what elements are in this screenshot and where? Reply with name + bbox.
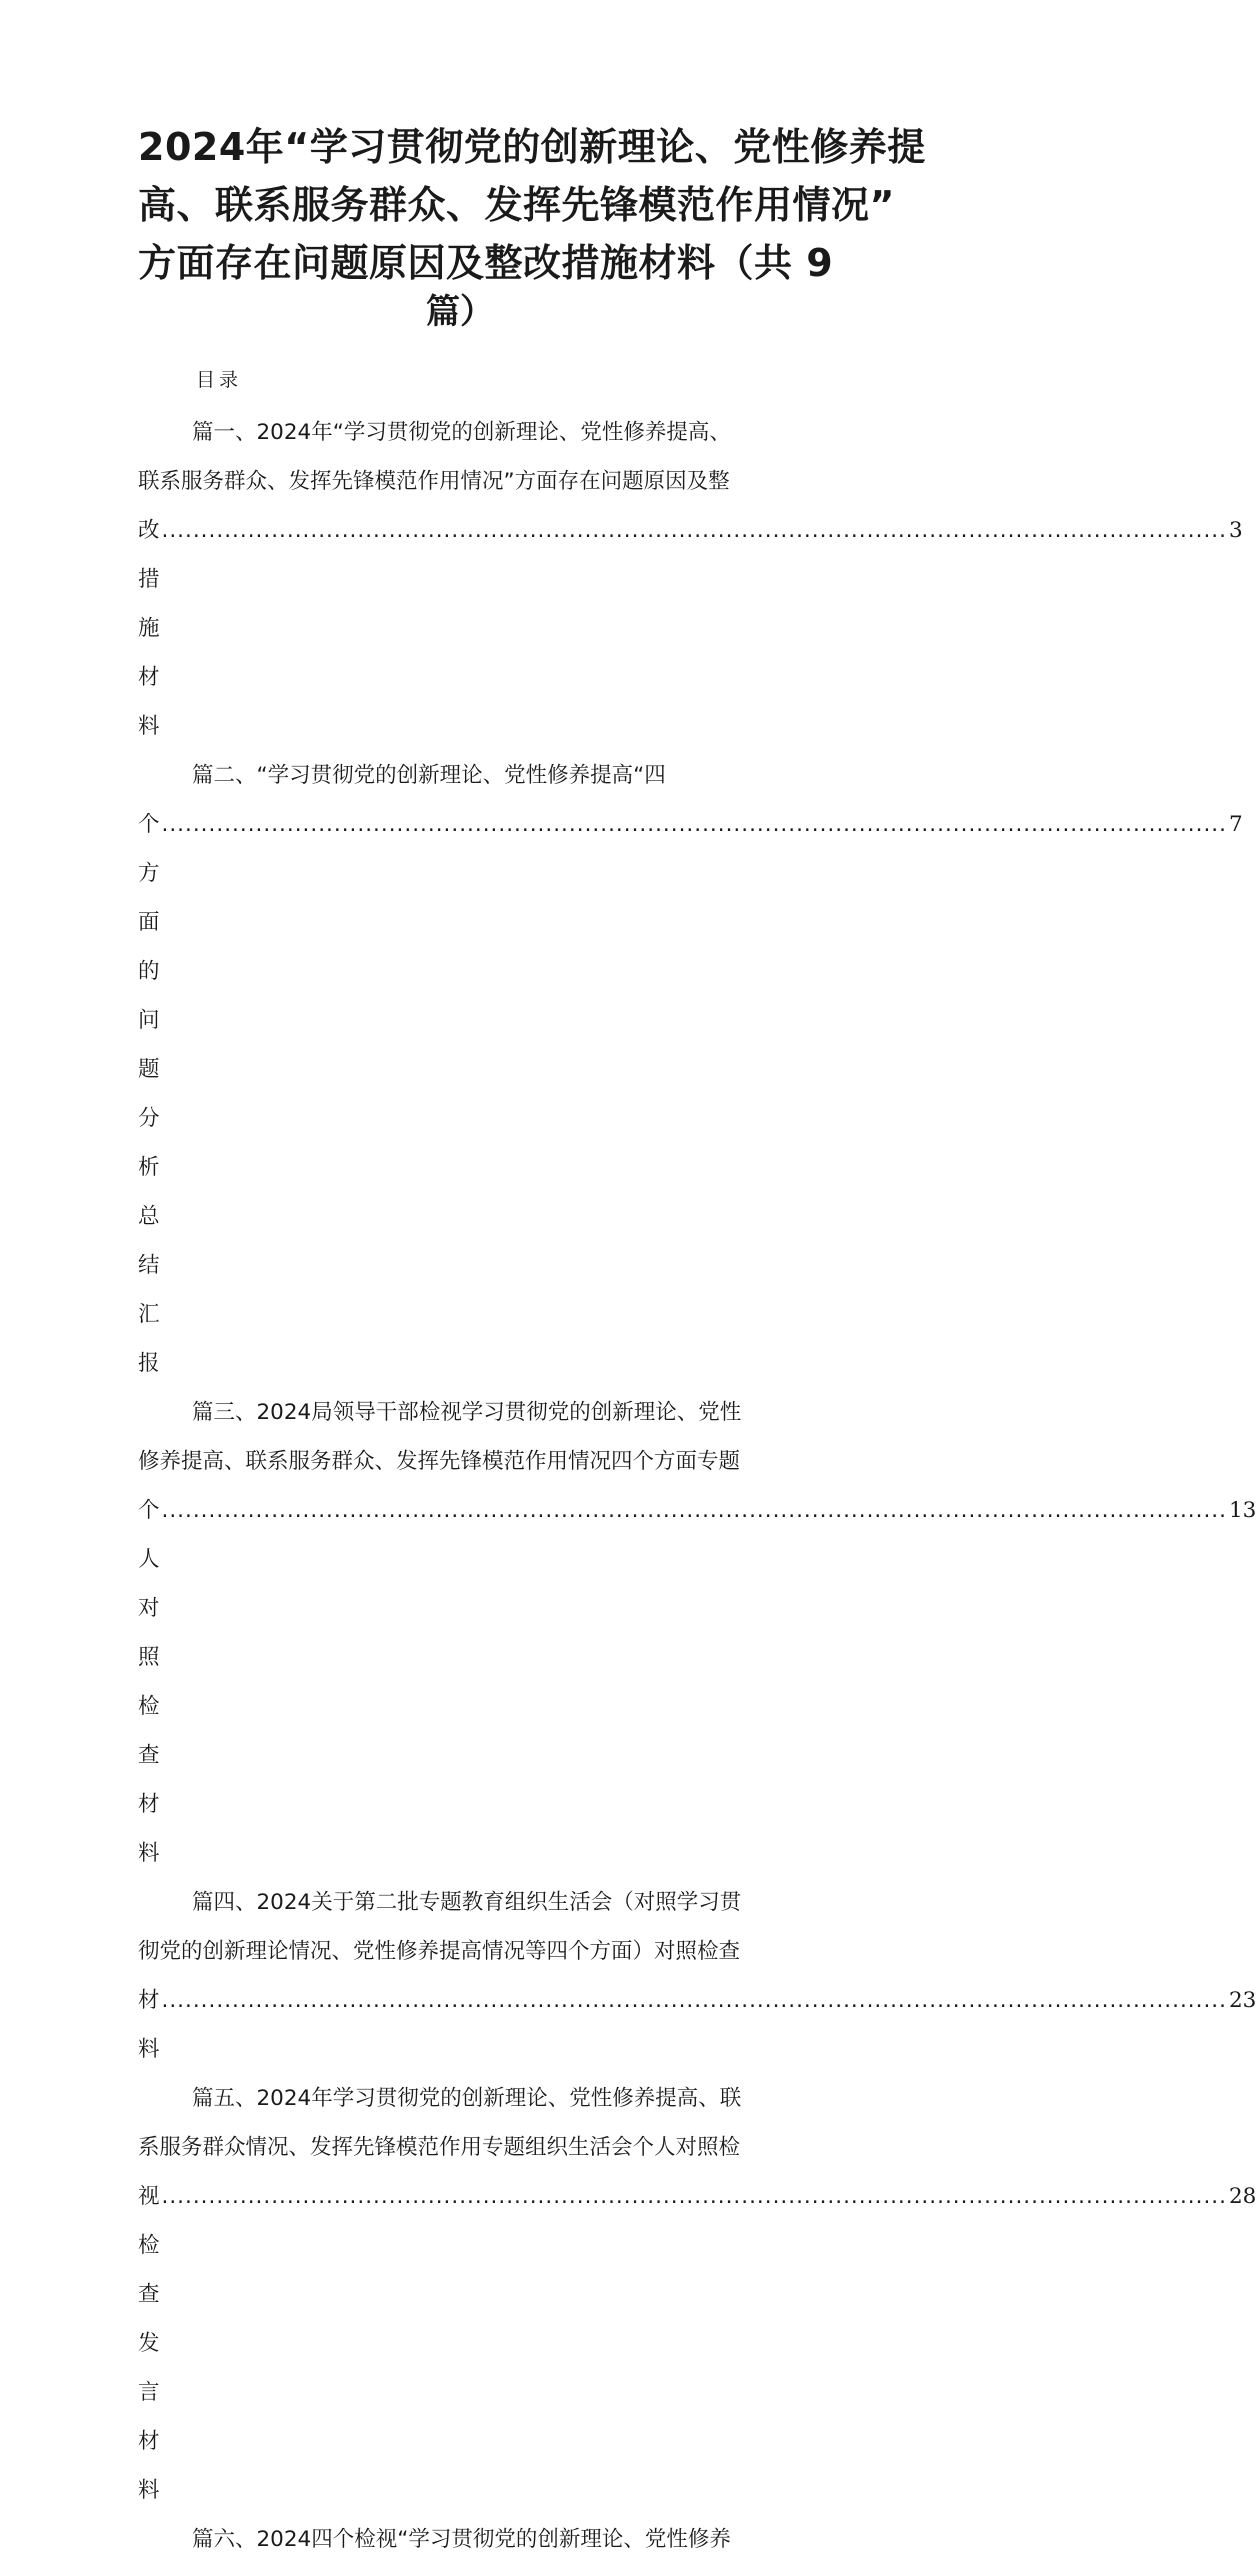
toc-entry-text: 个人对照检查材料 bbox=[138, 1498, 160, 1866]
toc-entry-text: 篇二、“学习贯彻党的创新理论、党性修养提高“四 bbox=[192, 763, 666, 788]
toc-entry-text: 视检查发言材料 bbox=[138, 2184, 160, 2503]
toc-leader-dots: ........................................................................................................................................ bbox=[161, 1498, 1227, 1523]
toc-page-number: 28 bbox=[1228, 2184, 1256, 2209]
title-line: 方面存在问题原因及整改措施材料（共 9 bbox=[138, 241, 834, 285]
toc-entry-text: 彻党的创新理论情况、党性修养提高情况等四个方面）对照检查 bbox=[138, 1939, 741, 1964]
toc-entry-text: 篇六、2024四个检视“学习贯彻党的创新理论、党性修养 bbox=[192, 2527, 731, 2552]
toc-entry[interactable] bbox=[138, 1388, 1256, 1878]
toc-entry[interactable] bbox=[138, 408, 1243, 751]
toc-entry-text: 个方面的问题分析总结汇报 bbox=[138, 812, 160, 1376]
toc-entry-text: 篇四、2024关于第二批专题教育组织生活会（对照学习贯 bbox=[192, 1890, 742, 1915]
toc-leader-dots: ........................................................................................................................................ bbox=[161, 1988, 1227, 2013]
toc-entry-text: 修养提高、联系服务群众、发挥先锋模范作用情况四个方面专题 bbox=[138, 1449, 741, 1474]
toc-leader-dots: ........................................................................................................................................ bbox=[161, 812, 1227, 837]
toc-entry[interactable] bbox=[138, 1878, 1256, 2074]
table-of-contents bbox=[138, 408, 1256, 2564]
toc-entry-text: 联系服务群众、发挥先锋模范作用情况”方面存在问题原因及整 bbox=[138, 469, 730, 494]
title-line: 2024年“学习贯彻党的创新理论、党性修养提 bbox=[138, 125, 926, 169]
toc-entry[interactable] bbox=[138, 2074, 1256, 2515]
toc-entry-text: 篇五、2024年学习贯彻党的创新理论、党性修养提高、联 bbox=[192, 2086, 742, 2111]
toc-heading: 目录 bbox=[196, 369, 243, 391]
toc-entry-text: 篇一、2024年“学习贯彻党的创新理论、党性修养提高、 bbox=[192, 420, 731, 445]
toc-page-number: 7 bbox=[1228, 812, 1243, 837]
toc-entry-text: 材料 bbox=[138, 1988, 160, 2062]
title-last-line: 篇） bbox=[426, 292, 494, 332]
toc-entry[interactable] bbox=[138, 2515, 786, 2564]
toc-page-number: 3 bbox=[1228, 518, 1243, 543]
toc-leader-dots: ........................................................................................................................................ bbox=[161, 518, 1227, 543]
toc-page-number: 13 bbox=[1228, 1498, 1256, 1523]
toc-entry[interactable] bbox=[138, 751, 1243, 1388]
toc-leader-dots: ........................................................................................................................................ bbox=[161, 2184, 1227, 2209]
toc-entry-text: 系服务群众情况、发挥先锋模范作用专题组织生活会个人对照检 bbox=[138, 2135, 741, 2160]
toc-page-number: 23 bbox=[1228, 1988, 1256, 2013]
document-title bbox=[138, 118, 926, 292]
toc-entry-text: 篇三、2024局领导干部检视学习贯彻党的创新理论、党性 bbox=[192, 1400, 742, 1425]
toc-entry-text: 改措施材料 bbox=[138, 518, 160, 739]
title-line: 高、联系服务群众、发挥先锋模范作用情况” bbox=[138, 183, 895, 227]
